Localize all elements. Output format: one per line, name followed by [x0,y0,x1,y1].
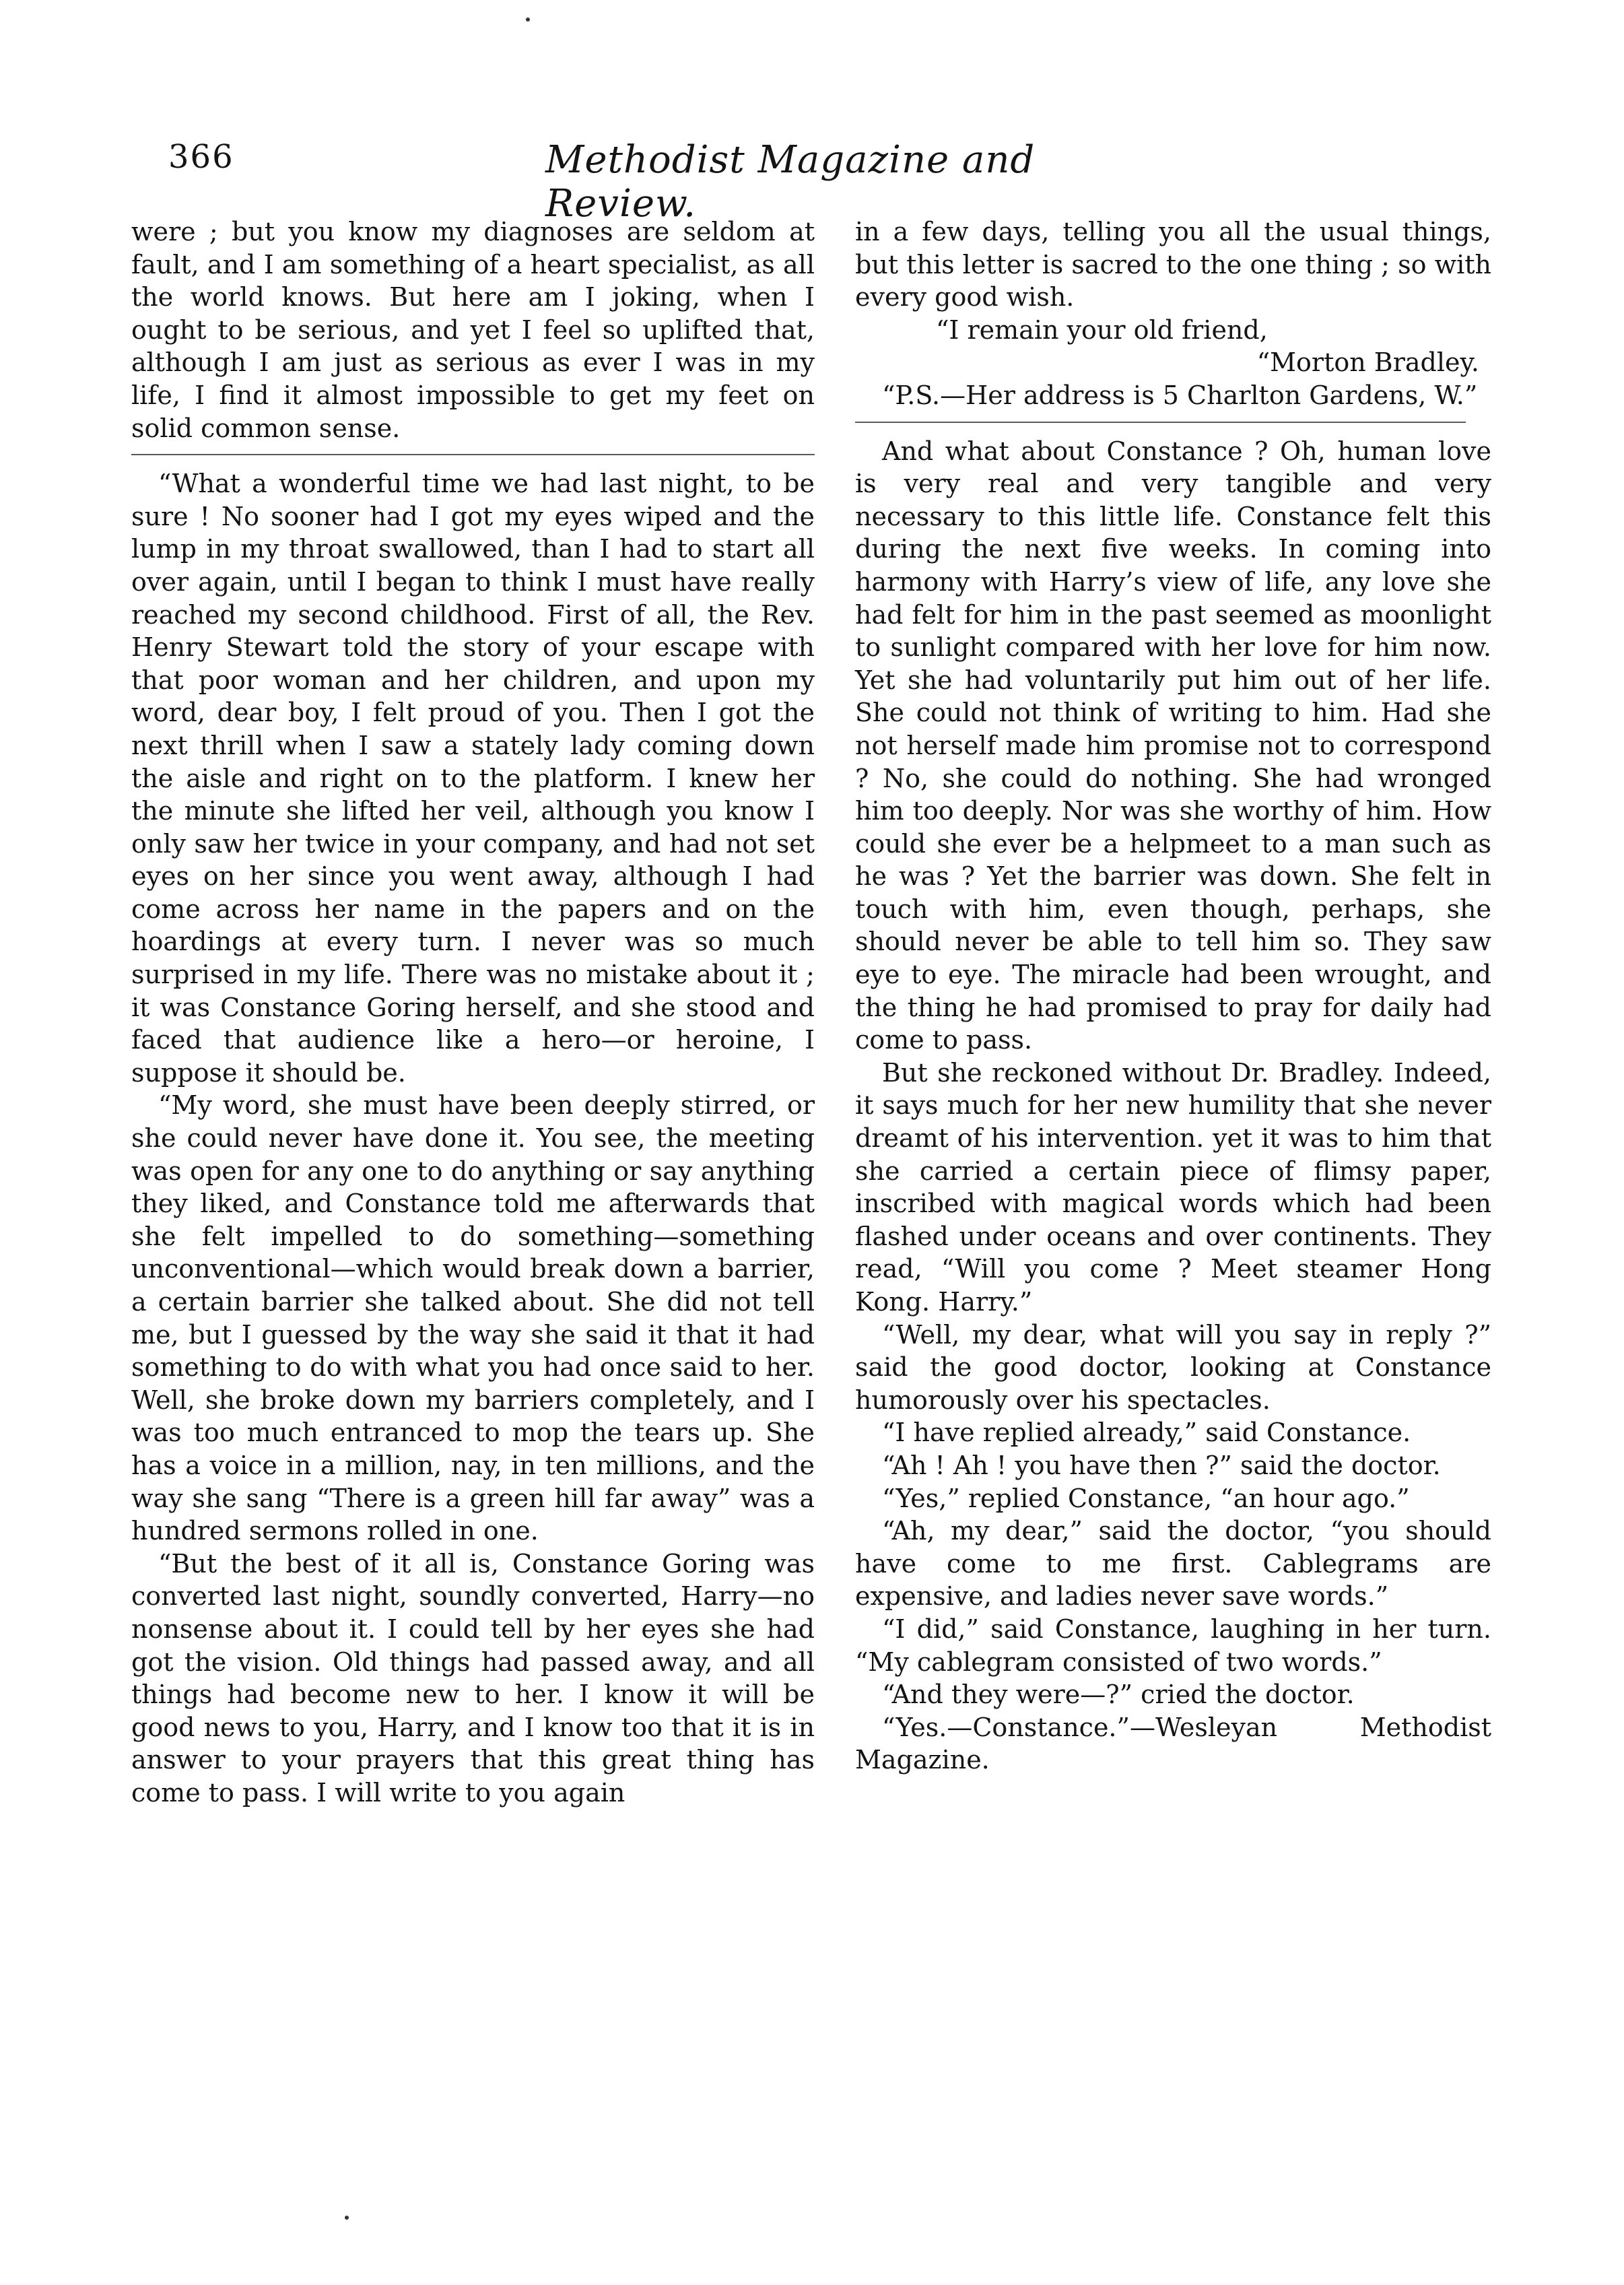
divider [131,454,815,455]
postscript: “P.S.—Her address is 5 Charlton Gardens, W.” [882,380,1478,410]
left-column [131,216,815,1810]
paragraph: “I did,” said Constance, laughing in her turn. “My cablegram consisted of two words.” [855,1614,1491,1677]
right-column [855,216,1491,1777]
print-speck [526,18,530,22]
running-title: Methodist Magazine and Review. [545,138,1036,226]
page-number: 366 [168,138,234,176]
divider [855,422,1466,423]
letter-signature: “Morton Bradley. [1256,347,1479,378]
paragraph: “Well, my dear, what will you say in reply ?” said the good doctor, looking at Constance humorously over his spectacles. [855,1319,1491,1415]
paragraph: “And they were—?” cried the doctor. [882,1680,1355,1710]
paragraph: “Yes.—Constance.”—Wesleyan Methodist Magazine. [855,1712,1491,1775]
letter-ending: in a few days, telling you all the usual things, but this letter is sacred to the one thing ; so with every good wish. [855,217,1491,312]
paragraph: “Ah, my dear,” said the doctor, “you should have come to me first. Cablegrams are expensive, and ladies never save words.” [855,1516,1491,1612]
paragraph: were ; but you know my diagnoses are seldom at fault, and I am something of a heart specialist, as all the world knows. But here am I joking, when I ought to be serious, and yet I feel so uplifted that, although I am just as serious as ever I was in my life, I find it almost impossible to get my feet on solid common sense. [131,217,815,443]
paragraph: “My word, she must have been deeply stirred, or she could never have done it. You see, the meeting was open for any one to do anything or say anything they liked, and Constance told me afterwards that she felt impelled to do something—something unconventional—which would break down a barrier, a certain barrier she talked about. She did not tell me, but I guessed by the way she said it that it had something to do with what you had once said to her. Well, she broke down my barriers completely, and I was too much entranced to mop the tears up. She has a voice in a million, nay, in ten millions, and the way she sang “There is a green hill far away” was a hundred sermons rolled in one. [131,1090,815,1546]
paragraph: But she reckoned without Dr. Bradley. Indeed, it says much for her new humility that she never dreamt of his intervention. yet it was to him that she carried a certain piece of flimsy paper, inscribed with magical words which had been flashed under oceans and over continents. They read, “Will you come ? Meet steamer Hong Kong. Harry.” [855,1057,1491,1317]
paragraph: “Yes,” replied Constance, “an hour ago.” [882,1483,1410,1513]
paragraph: And what about Constance ? Oh, human love is very real and very tangible and very necessary to this little life. Constance felt this during the next five weeks. In coming into harmony with Harry’s view of life, any love she had felt for him in the past seemed as moonlight to sunlight compared with her love for him now. Yet she had voluntarily put him out of her life. She could not think of writing to him. Had she not herself made him promise not to correspond ? No, she could do nothing. She had wronged him too deeply. Nor was she worthy of him. How could she ever be a helpmeet to a man such as he was ? Yet the barrier was down. She felt in touch with him, even though, perhaps, she should never be able to tell him so. They saw eye to eye. The miracle had been wrought, and the thing he had promised to pray for daily had come to pass. [855,436,1491,1055]
page-header [168,138,1141,226]
print-speck [345,2216,349,2220]
paragraph: “What a wonderful time we had last night, to be sure ! No sooner had I got my eyes wiped and the lump in my throat swallowed, than I had to start all over again, until I began to think I must have really reached my second childhood. First of all, the Rev. Henry Stewart told the story of your escape with that poor woman and her children, and upon my word, dear boy, I felt proud of you. Then I got the next thrill when I saw a stately lady coming down the aisle and right on to the platform. I knew her the minute she lifted her veil, although you know I only saw her twice in your company, and had not set eyes on her since you went away, although I had come across her name in the papers and on the hoardings at every turn. I never was so much surprised in my life. There was no mistake about it ; it was Constance Goring herself, and she stood and faced that audience like a hero—or heroine, I suppose it should be. [131,469,815,1088]
letter-closing: “I remain your old friend, [936,314,1268,345]
paragraph: “I have replied already,” said Constance. [882,1418,1411,1448]
paragraph: “But the best of it all is, Constance Goring was converted last night, soundly converted, Harry—no nonsense about it. I could tell by her eyes she had got the vision. Old things had passed away, and all things had become new to her. I know it will be good news to you, Harry, and I know too that it is in answer to your prayers that this great thing has come to pass. I will write to you again [131,1548,815,1808]
paragraph: “Ah ! Ah ! you have then ?” said the doctor. [882,1450,1441,1480]
